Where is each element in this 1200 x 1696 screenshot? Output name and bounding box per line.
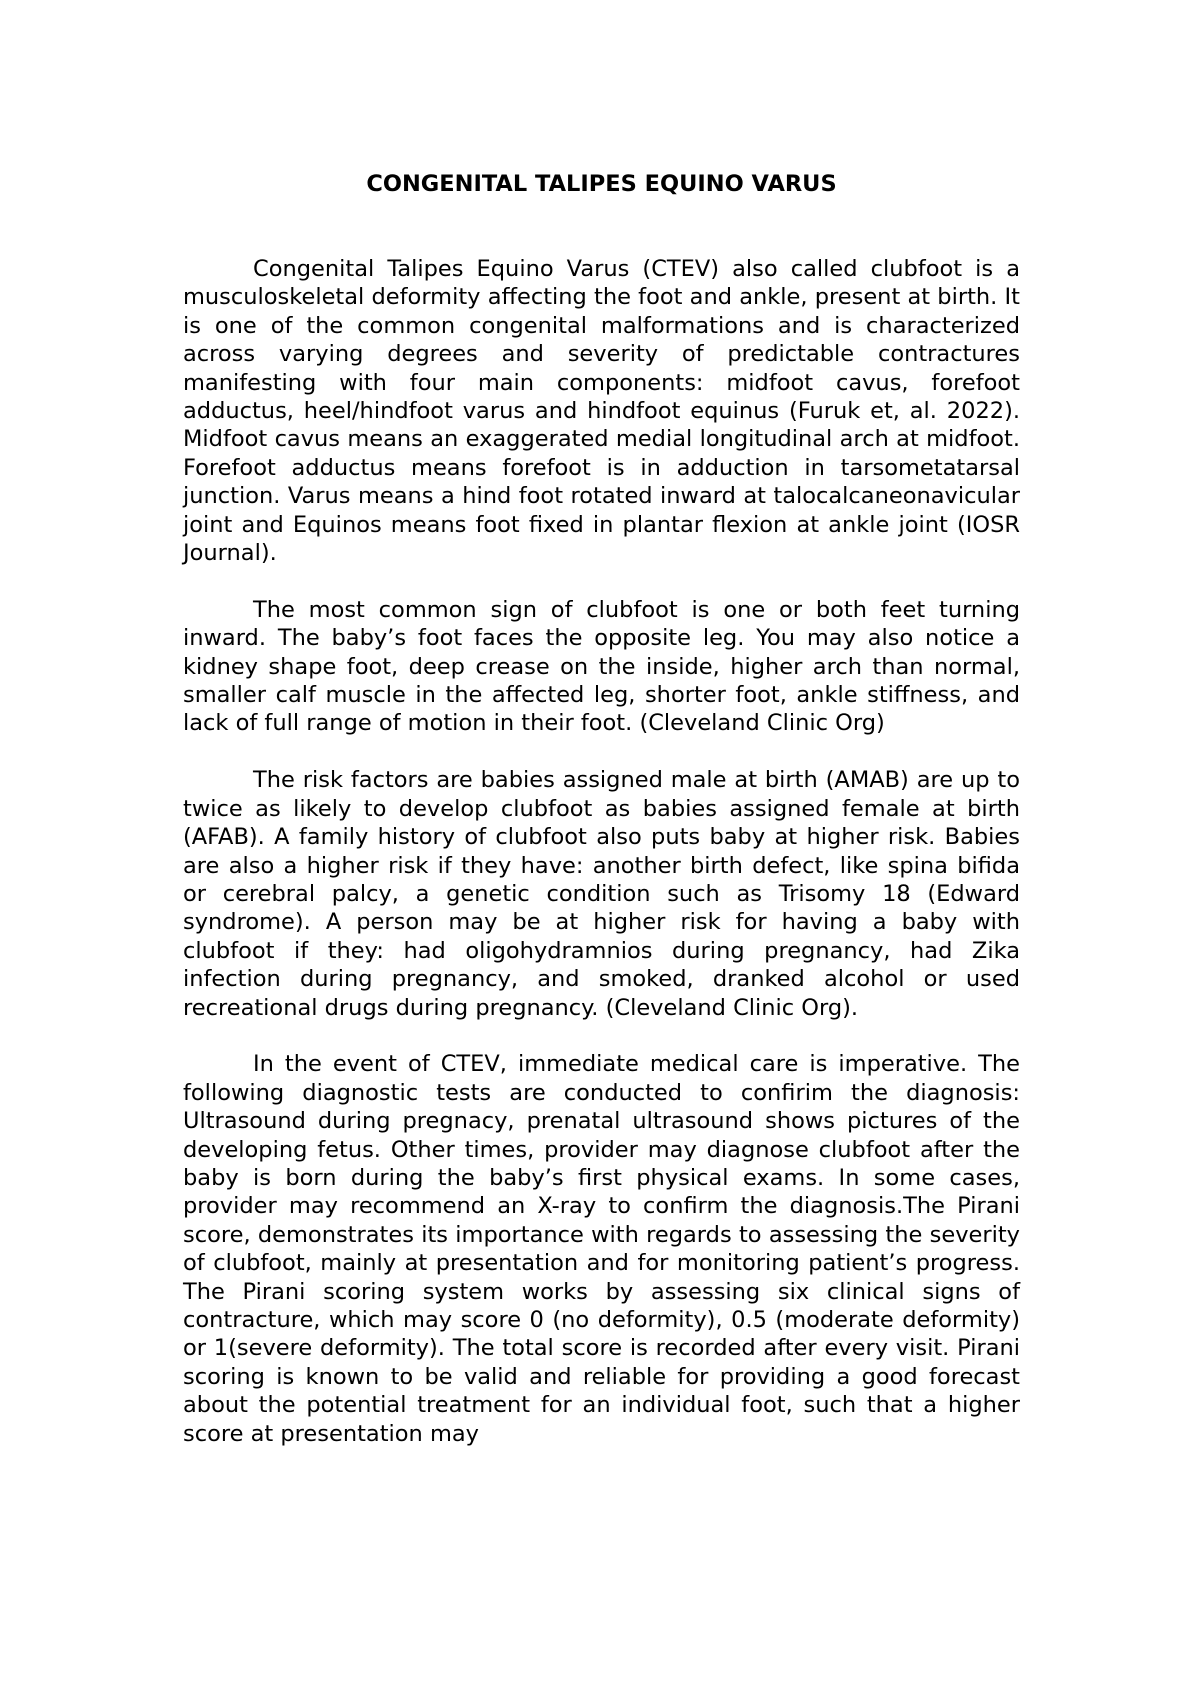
paragraph-risk-factors: The risk factors are babies assigned male at birth (AMAB) are up to twice as likely to develop clubfoot as babies assigned female at birth (AFAB). A family history of clubfoot also puts baby at higher risk. Babies are also a higher risk if they have: another birth defect, like spina bifida or cerebral palcy, a genetic condition such as Trisomy 18 (Edward syndrome). A person may be at higher risk for having a baby with clubfoot if they: had oligohydramnios during pregnancy, had Zika infection during pregnancy, and smoked, dranked alcohol or used recreational drugs during pregnancy. (Cleveland Clinic Org). [183, 767, 1020, 1021]
paragraph-diagnosis: In the event of CTEV, immediate medical care is imperative. The following diagnostic tests are conducted to confirim the diagnosis: Ultrasound during pregnacy, prenatal ultrasound shows pictures of the developing fetus. Other times, provider may diagnose clubfoot after the baby is born during the baby’s first physical exams. In some cases, provider may recommend an X-ray to confirm the diagnosis.The Pirani score, demonstrates its importance with regards to assessing the severity of clubfoot, mainly at presentation and for monitoring patient’s progress. The Pirani scoring system works by assessing six clinical signs of contracture, which may score 0 (no deformity), 0.5 (moderate deformity) or 1(severe deformity). The total score is recorded after every visit. Pirani scoring is known to be valid and reliable for providing a good forecast about the potential treatment for an individual foot, such that a higher score at presentation may [183, 1051, 1020, 1447]
paragraph-definition: Congenital Talipes Equino Varus (CTEV) also called clubfoot is a musculoskeletal deformity affecting the foot and ankle, present at birth. It is one of the common congenital malformations and is characterized across varying degrees and severity of predictable contractures manifesting with four main components: midfoot cavus, forefoot adductus, heel/hindfoot varus and hindfoot equinus (Furuk et, al. 2022). Midfoot cavus means an exaggerated medial longitudinal arch at midfoot. Forefoot adductus means forefoot is in adduction in tarsometatarsal junction. Varus means a hind foot rotated inward at talocalcaneonavicular joint and Equinos means foot fixed in plantar flexion at ankle joint (IOSR Journal). [183, 256, 1020, 567]
paragraph-signs: The most common sign of clubfoot is one or both feet turning inward. The baby’s foot faces the opposite leg. You may also notice a kidney shape foot, deep crease on the inside, higher arch than normal, smaller calf muscle in the affected leg, shorter foot, ankle stiffness, and lack of full range of motion in their foot. (Cleveland Clinic Org) [183, 596, 1020, 737]
document-body [183, 170, 1020, 1448]
document-title: CONGENITAL TALIPES EQUINO VARUS [366, 171, 837, 197]
